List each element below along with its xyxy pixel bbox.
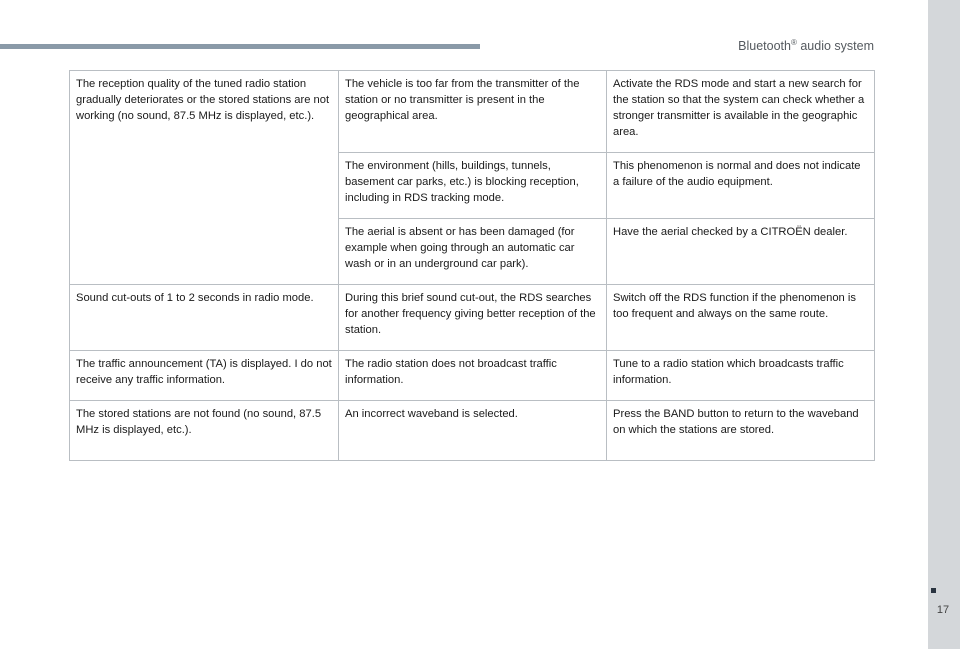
problem-cell: The traffic announcement (TA) is displayed. I do not receive any traffic information. [70, 351, 339, 401]
table-row [70, 285, 875, 351]
solution-cell: Press the BAND button to return to the waveband on which the stations are stored. [607, 401, 875, 461]
troubleshooting-table [69, 70, 875, 461]
section-title-rest: audio system [796, 39, 874, 54]
cause-cell: During this brief sound cut-out, the RDS searches for another frequency giving better reception of the station. [339, 285, 607, 351]
problem-cell: The stored stations are not found (no sound, 87.5 MHz is displayed, etc.). [70, 401, 339, 461]
table-row [70, 401, 875, 461]
problem-cell: The reception quality of the tuned radio station gradually deteriorates or the stored stations are not working (no sound, 87.5 MHz is displayed, etc.). [70, 71, 339, 285]
solution-cell: Have the aerial checked by a CITROËN dealer. [607, 219, 875, 285]
cause-cell: The radio station does not broadcast traffic information. [339, 351, 607, 401]
table-row [70, 71, 875, 153]
registered-mark: ® [790, 38, 797, 47]
section-title-main: Bluetooth [738, 39, 791, 54]
solution-cell: Switch off the RDS function if the phenomenon is too frequent and always on the same route. [607, 285, 875, 351]
solution-cell: This phenomenon is normal and does not indicate a failure of the audio equipment. [607, 153, 875, 219]
cause-cell: The aerial is absent or has been damaged (for example when going through an automatic car wash or in an underground car park). [339, 219, 607, 285]
problem-cell: Sound cut-outs of 1 to 2 seconds in radio mode. [70, 285, 339, 351]
table-row [70, 351, 875, 401]
page-end-mark [931, 588, 936, 593]
page-edge-strip [928, 0, 960, 649]
page-number: 17 [936, 604, 950, 616]
cause-cell: The vehicle is too far from the transmitter of the station or no transmitter is present in the geographical area. [339, 71, 607, 153]
cause-cell: The environment (hills, buildings, tunnels, basement car parks, etc.) is blocking reception, including in RDS tracking mode. [339, 153, 607, 219]
section-title [738, 38, 874, 53]
cause-cell: An incorrect waveband is selected. [339, 401, 607, 461]
solution-cell: Activate the RDS mode and start a new search for the station so that the system can check whether a stronger transmitter is available in the geographic area. [607, 71, 875, 153]
solution-cell: Tune to a radio station which broadcasts traffic information. [607, 351, 875, 401]
header-rule [0, 44, 480, 49]
